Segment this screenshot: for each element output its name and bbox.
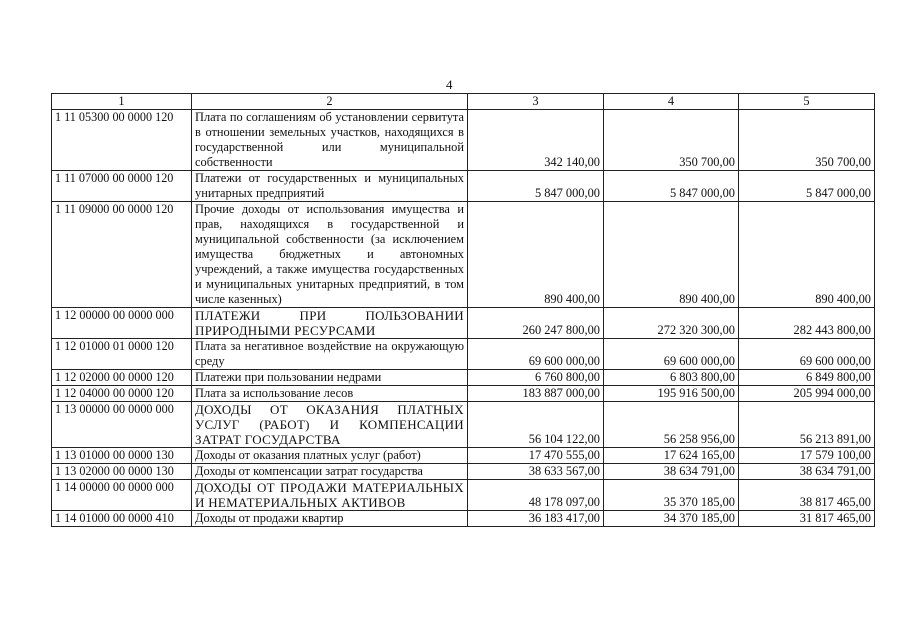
amount-col5-cell: 5 847 000,00 [739, 171, 875, 202]
revenue-name-cell: Платежи при пользовании недрами [192, 370, 468, 386]
revenue-name-cell: Плата по соглашениям об установлении сервитута в отношении земельных участков, находящихся в государственной или муниципальной собственности [192, 110, 468, 171]
amount-col3-cell: 69 600 000,00 [468, 339, 604, 370]
amount-col3-cell: 17 470 555,00 [468, 448, 604, 464]
amount-col5-cell: 282 443 800,00 [739, 308, 875, 339]
table-row [52, 308, 875, 339]
page-number: 4 [446, 77, 453, 92]
amount-col3-cell: 183 887 000,00 [468, 386, 604, 402]
amount-col3-cell: 36 183 417,00 [468, 511, 604, 527]
table-row [52, 511, 875, 527]
revenue-name-cell: ПЛАТЕЖИ ПРИ ПОЛЬЗОВАНИИ ПРИРОДНЫМИ РЕСУРСАМИ [192, 308, 468, 339]
amount-col3-cell: 56 104 122,00 [468, 402, 604, 448]
table-row [52, 370, 875, 386]
budget-code-cell: 1 12 01000 01 0000 120 [52, 339, 192, 370]
amount-col3-cell: 38 633 567,00 [468, 464, 604, 480]
amount-col4-cell: 56 258 956,00 [604, 402, 739, 448]
budget-code-cell: 1 14 01000 00 0000 410 [52, 511, 192, 527]
revenue-name-cell: Плата за использование лесов [192, 386, 468, 402]
amount-col4-cell: 35 370 185,00 [604, 480, 739, 511]
table-row [52, 339, 875, 370]
amount-col3-cell: 6 760 800,00 [468, 370, 604, 386]
amount-col5-cell: 17 579 100,00 [739, 448, 875, 464]
budget-code-cell: 1 11 09000 00 0000 120 [52, 202, 192, 308]
table-row [52, 480, 875, 511]
amount-col4-cell: 890 400,00 [604, 202, 739, 308]
revenue-name-cell: Доходы от компенсации затрат государства [192, 464, 468, 480]
amount-col5-cell: 56 213 891,00 [739, 402, 875, 448]
revenue-name-cell: ДОХОДЫ ОТ ПРОДАЖИ МАТЕРИАЛЬНЫХ И НЕМАТЕРИАЛЬНЫХ АКТИВОВ [192, 480, 468, 511]
revenue-name-cell: Платежи от государственных и муниципальных унитарных предприятий [192, 171, 468, 202]
table-row [52, 402, 875, 448]
table-row [52, 171, 875, 202]
budget-code-cell: 1 13 00000 00 0000 000 [52, 402, 192, 448]
amount-col3-cell: 890 400,00 [468, 202, 604, 308]
column-header: 3 [468, 94, 604, 110]
column-header: 4 [604, 94, 739, 110]
amount-col4-cell: 350 700,00 [604, 110, 739, 171]
amount-col4-cell: 195 916 500,00 [604, 386, 739, 402]
budget-code-cell: 1 14 00000 00 0000 000 [52, 480, 192, 511]
table-row [52, 386, 875, 402]
amount-col5-cell: 31 817 465,00 [739, 511, 875, 527]
revenue-name-cell: Доходы от продажи квартир [192, 511, 468, 527]
amount-col5-cell: 350 700,00 [739, 110, 875, 171]
amount-col4-cell: 5 847 000,00 [604, 171, 739, 202]
amount-col3-cell: 260 247 800,00 [468, 308, 604, 339]
budget-code-cell: 1 12 00000 00 0000 000 [52, 308, 192, 339]
table-row [52, 448, 875, 464]
amount-col5-cell: 890 400,00 [739, 202, 875, 308]
amount-col5-cell: 38 634 791,00 [739, 464, 875, 480]
column-header: 5 [739, 94, 875, 110]
amount-col3-cell: 48 178 097,00 [468, 480, 604, 511]
column-header: 2 [192, 94, 468, 110]
header-row [52, 94, 875, 110]
amount-col4-cell: 38 634 791,00 [604, 464, 739, 480]
amount-col4-cell: 272 320 300,00 [604, 308, 739, 339]
budget-code-cell: 1 13 02000 00 0000 130 [52, 464, 192, 480]
amount-col4-cell: 69 600 000,00 [604, 339, 739, 370]
budget-code-cell: 1 11 07000 00 0000 120 [52, 171, 192, 202]
budget-code-cell: 1 13 01000 00 0000 130 [52, 448, 192, 464]
amount-col3-cell: 5 847 000,00 [468, 171, 604, 202]
amount-col3-cell: 342 140,00 [468, 110, 604, 171]
revenue-name-cell: Плата за негативное воздействие на окружающую среду [192, 339, 468, 370]
amount-col5-cell: 205 994 000,00 [739, 386, 875, 402]
amount-col4-cell: 6 803 800,00 [604, 370, 739, 386]
budget-code-cell: 1 12 04000 00 0000 120 [52, 386, 192, 402]
table-row [52, 464, 875, 480]
table-row [52, 110, 875, 171]
amount-col5-cell: 69 600 000,00 [739, 339, 875, 370]
amount-col5-cell: 38 817 465,00 [739, 480, 875, 511]
amount-col4-cell: 17 624 165,00 [604, 448, 739, 464]
revenue-name-cell: Прочие доходы от использования имущества и прав, находящихся в государственной и муниципальной собственности (за исключением имущества бюджетных и автономных учреждений, а также имущества государственных и муниципальных унитарных предприятий, в том числе казенных) [192, 202, 468, 308]
budget-code-cell: 1 12 02000 00 0000 120 [52, 370, 192, 386]
column-header: 1 [52, 94, 192, 110]
amount-col4-cell: 34 370 185,00 [604, 511, 739, 527]
table-row [52, 202, 875, 308]
budget-code-cell: 1 11 05300 00 0000 120 [52, 110, 192, 171]
revenue-table [51, 93, 875, 527]
revenue-name-cell: Доходы от оказания платных услуг (работ) [192, 448, 468, 464]
amount-col5-cell: 6 849 800,00 [739, 370, 875, 386]
revenue-name-cell: ДОХОДЫ ОТ ОКАЗАНИЯ ПЛАТНЫХ УСЛУГ (РАБОТ) И КОМПЕНСАЦИИ ЗАТРАТ ГОСУДАРСТВА [192, 402, 468, 448]
